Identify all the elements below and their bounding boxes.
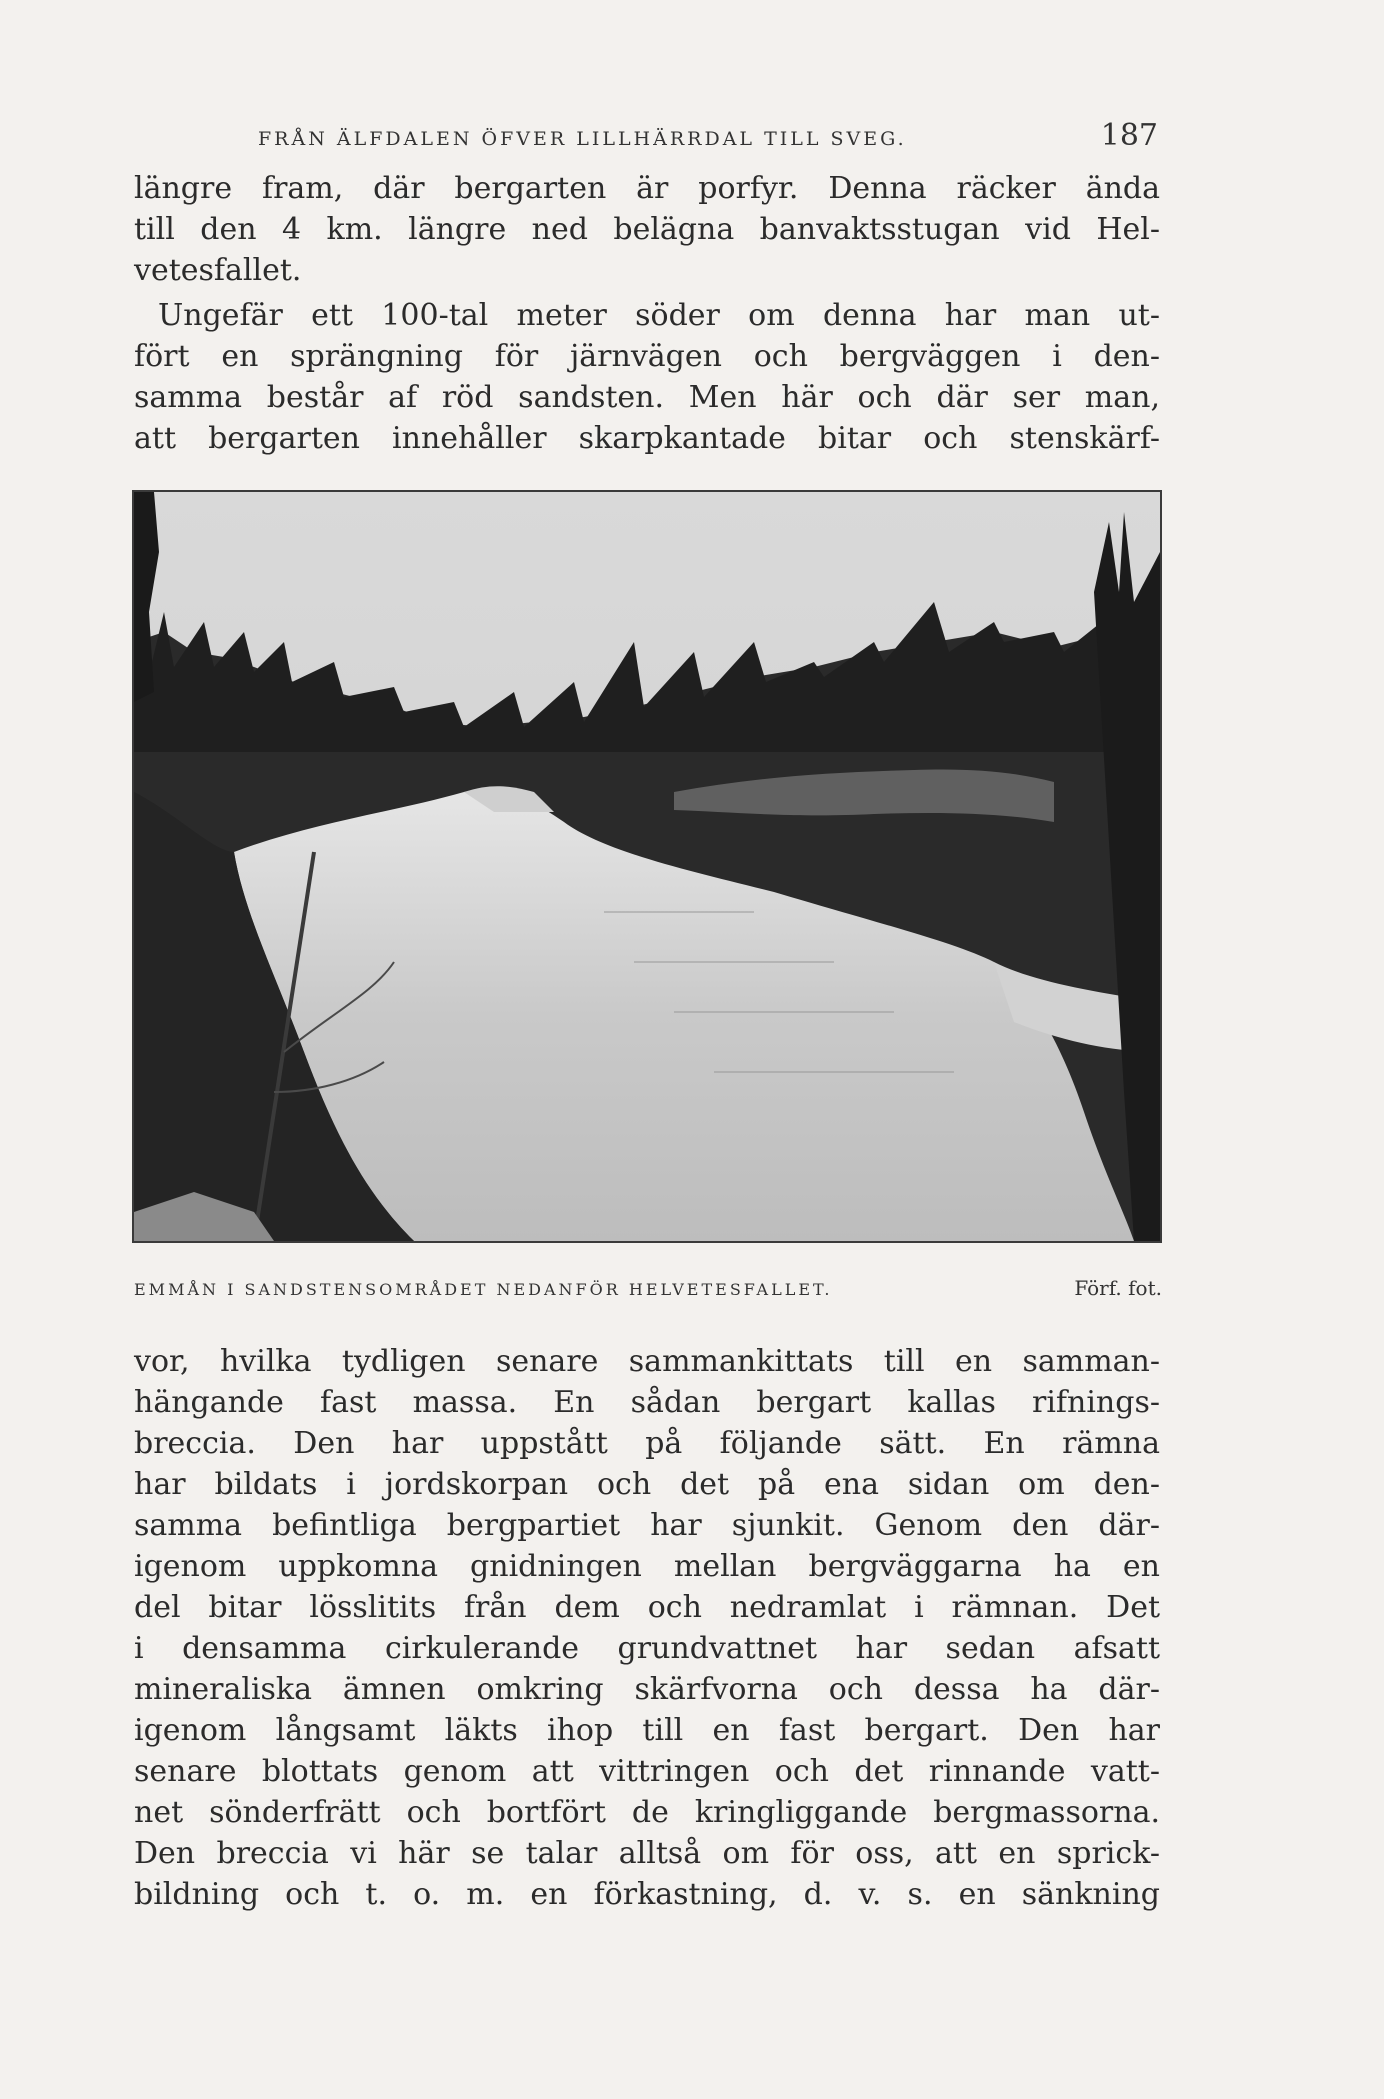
text-line: vetesfallet. xyxy=(134,253,302,288)
text-line: Ungefär ett 100-tal meter söder om denna har man ut- xyxy=(158,298,1160,333)
paragraph-3 xyxy=(134,1341,1160,1915)
text-line: igenom uppkomna gnidningen mellan bergväggarna ha en xyxy=(134,1549,1160,1584)
text-line: vor, hvilka tydligen senare sammankittats till en samman- xyxy=(134,1344,1160,1379)
page-header xyxy=(134,118,1158,162)
text-line: samma befintliga bergpartiet har sjunkit. Genom den där- xyxy=(134,1508,1160,1543)
text-line: mineraliska ämnen omkring skärfvorna och dessa ha där- xyxy=(134,1672,1160,1707)
text-line: del bitar lösslitits från dem och nedramlat i rämnan. Det xyxy=(134,1590,1160,1625)
river-photograph xyxy=(132,490,1162,1243)
text-line: net sönderfrätt och bortfört de kringliggande bergmassorna. xyxy=(134,1795,1160,1830)
running-head: FRÅN ÄLFDALEN ÖFVER LILLHÄRRDAL TILL SVEG. xyxy=(258,128,907,150)
text-line: breccia. Den har uppstått på följande sätt. En rämna xyxy=(134,1426,1160,1461)
caption-text: EMMÅN I SANDSTENSOMRÅDET NEDANFÖR HELVETESFALLET. xyxy=(134,1280,833,1299)
text-line: längre fram, där bergarten är porfyr. Denna räcker ända xyxy=(134,171,1160,206)
text-line: Den breccia vi här se talar alltså om för oss, att en sprick- xyxy=(134,1836,1160,1871)
paragraph-1 xyxy=(134,168,1160,291)
text-line: hängande fast massa. En sådan bergart kallas rifnings- xyxy=(134,1385,1160,1420)
text-line: samma består af röd sandsten. Men här och där ser man, xyxy=(134,380,1160,415)
text-line: att bergarten innehåller skarpkantade bitar och stenskärf- xyxy=(134,421,1160,456)
page-edge xyxy=(1384,0,1400,2099)
figure-caption xyxy=(134,1276,1162,1306)
text-line: till den 4 km. längre ned belägna banvaktsstugan vid Hel- xyxy=(134,212,1160,247)
page-number: 187 xyxy=(1100,118,1158,153)
text-line: i densamma cirkulerande grundvattnet har sedan afsatt xyxy=(134,1631,1160,1666)
text-line: har bildats i jordskorpan och det på ena sidan om den- xyxy=(134,1467,1160,1502)
text-line: fört en sprängning för järnvägen och bergväggen i den- xyxy=(134,339,1160,374)
photo-credit: Förf. fot. xyxy=(1074,1276,1162,1300)
text-line: senare blottats genom att vittringen och det rinnande vatt- xyxy=(134,1754,1160,1789)
text-line: bildning och t. o. m. en förkastning, d. v. s. en sänkning xyxy=(134,1877,1160,1912)
text-line: igenom långsamt läkts ihop till en fast bergart. Den har xyxy=(134,1713,1160,1748)
paragraph-2 xyxy=(134,295,1160,459)
